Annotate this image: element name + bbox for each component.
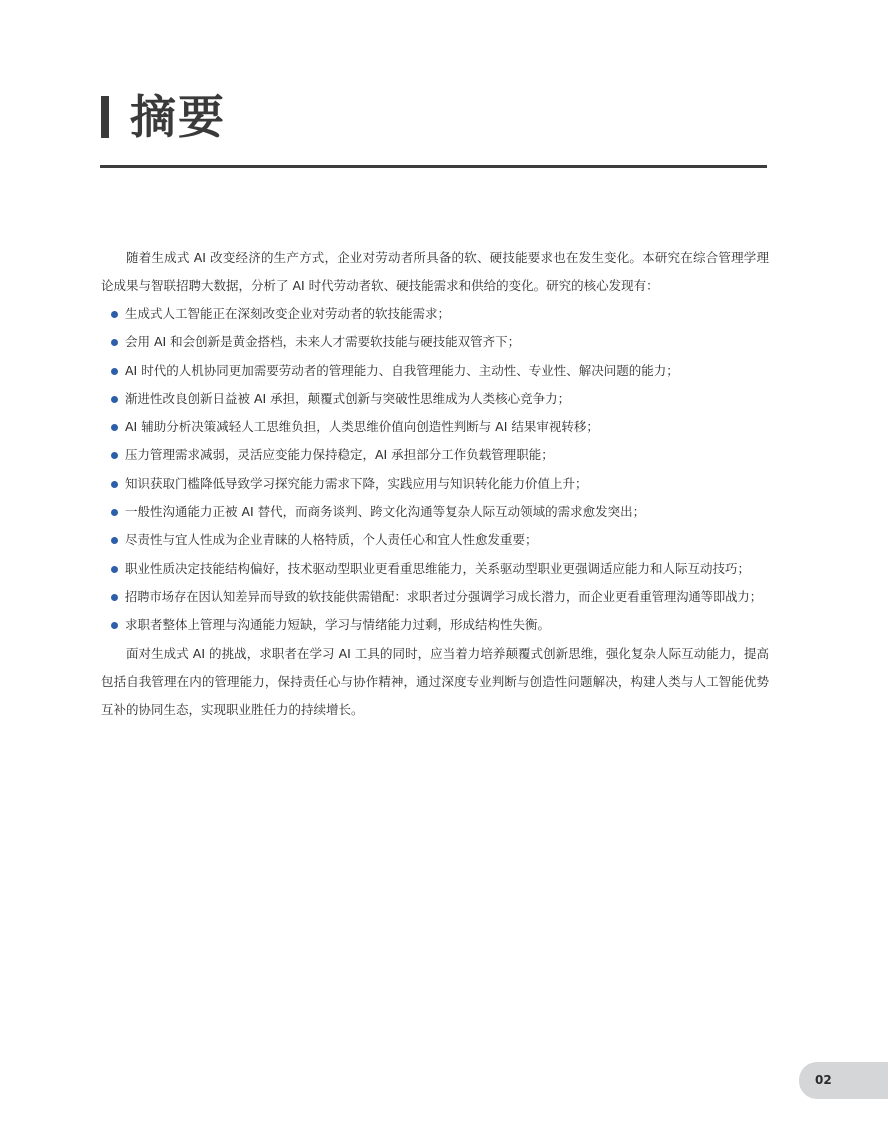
bullet-dot-icon [111,339,118,346]
finding-item [101,611,769,639]
finding-item [101,441,769,469]
finding-text: 知识获取门槛降低导致学习探究能力需求下降，实践应用与知识转化能力价值上升； [125,475,588,491]
title-accent-bar [101,96,109,138]
page-number-tab [799,1062,888,1099]
intro-paragraph: 随着生成式 AI 改变经济的生产方式，企业对劳动者所具备的软、硬技能要求也在发生变化。本研究在综合管理学理论成果与智联招聘大数据，分析了 AI 时代劳动者软、硬技能需求和供给的变化。研究的核心发现有： [101,250,769,293]
finding-text: AI 辅助分析决策减轻人工思维负担，人类思维价值向创造性判断与 AI 结果审视转移； [125,419,599,435]
finding-item [101,498,769,526]
finding-item [101,583,769,611]
bullet-dot-icon [111,311,118,318]
finding-item [101,555,769,583]
finding-item [101,413,769,441]
bullet-dot-icon [111,368,118,375]
abstract-body [101,244,769,724]
finding-text: 职业性质决定技能结构偏好，技术驱动型职业更看重思维能力，关系驱动型职业更强调适应能力和人际互动技巧； [125,560,751,576]
finding-text: 尽责性与宜人性成为企业青睐的人格特质，个人责任心和宜人性愈发重要； [125,532,538,548]
finding-text: 一般性沟通能力正被 AI 替代，而商务谈判、跨文化沟通等复杂人际互动领域的需求愈发突出； [125,504,646,520]
finding-text: 渐进性改良创新日益被 AI 承担，颠覆式创新与突破性思维成为人类核心竞争力； [125,390,571,406]
finding-item [101,328,769,356]
finding-text: 压力管理需求减弱，灵活应变能力保持稳定，AI 承担部分工作负载管理职能； [125,447,554,463]
title-divider [100,165,767,168]
conclusion-paragraph: 面对生成式 AI 的挑战，求职者在学习 AI 工具的同时，应当着力培养颠覆式创新思维，强化复杂人际互动能力，提高包括自我管理在内的管理能力，保持责任心与协作精神，通过深度专业判断与创造性问题解决，构建人类与人工智能优势互补的协同生态，实现职业胜任力的持续增长。 [101,645,769,717]
bullet-dot-icon [111,481,118,488]
finding-text: 招聘市场存在因认知差异而导致的软技能供需错配：求职者过分强调学习成长潜力，而企业更看重管理沟通等即战力； [125,589,762,604]
finding-item [101,385,769,413]
findings-list [101,300,769,640]
bullet-dot-icon [111,452,118,459]
bullet-dot-icon [111,566,118,573]
finding-text: 会用 AI 和会创新是黄金搭档，未来人才需要软技能与硬技能双管齐下； [125,334,521,350]
bullet-dot-icon [111,622,118,629]
finding-text: AI 时代的人机协同更加需要劳动者的管理能力、自我管理能力、主动性、专业性、解决问题的能力； [125,362,679,378]
finding-item [101,470,769,498]
bullet-dot-icon [111,509,118,516]
finding-item [101,357,769,385]
finding-item [101,300,769,328]
page-number: 02 [815,1073,832,1087]
bullet-dot-icon [111,594,118,601]
bullet-dot-icon [111,396,118,403]
page-title: 摘要 [130,90,226,144]
finding-text: 生成式人工智能正在深刻改变企业对劳动者的软技能需求； [125,306,451,321]
finding-item [101,526,769,554]
bullet-dot-icon [111,537,118,544]
bullet-dot-icon [111,424,118,431]
finding-text: 求职者整体上管理与沟通能力短缺，学习与情绪能力过剩，形成结构性失衡。 [125,617,551,633]
